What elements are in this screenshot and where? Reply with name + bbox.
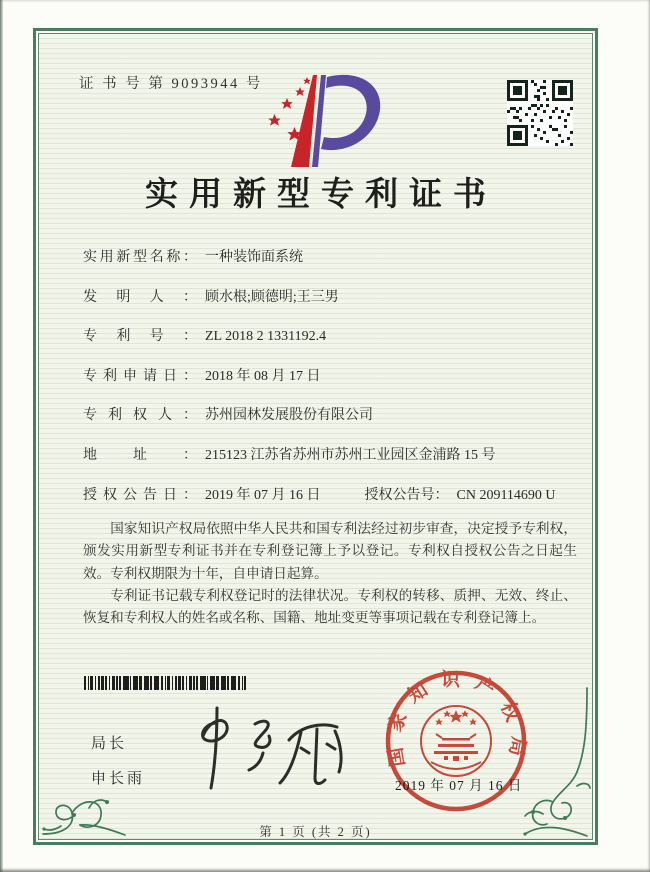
grant-notice-paragraph: 国家知识产权局依照中华人民共和国专利法经过初步审查，决定授予专利权，颁发实用新型专利证书并在专利登记簿上予以登记。专利权自授权公告之日起生效。专利权期限为十年，自申请日起算。 [83,521,577,581]
director-title: 局长 [91,736,128,752]
field-label: 专利权人： [83,408,197,424]
seal-date: 2019 年 07 月 16 日 [395,778,523,793]
field-value: 215123 江苏省苏州市苏州工业园区金浦路 15 号 [205,447,496,463]
certificate-title: 实用新型专利证书 [145,177,497,213]
certificate-number: 证 书 号 第 9093944 号 [79,76,263,92]
field-value: ZL 2018 2 1331192.4 [205,329,327,345]
director-name: 申长雨 [91,771,146,787]
field-value: 2018 年 08 月 17 日 [205,368,321,384]
page-indicator: 第 1 页 (共 2 页) [259,825,372,839]
field-row-name [83,248,583,268]
field-value: 2019 年 07 月 16 日 [205,487,321,503]
barcode-icon [84,676,246,690]
handwritten-signature-icon [189,698,349,802]
field-row-address [83,446,583,466]
legal-status-paragraph: 专利证书记载专利权登记时的法律状况。专利权的转移、质押、无效、终止、恢复和专利权人的姓名或名称、国籍、地址变更等事项记载在专利登记簿上。 [83,587,577,626]
qr-code-icon [507,80,573,146]
field-value: 苏州园林发展股份有限公司 [205,408,373,424]
scan-edge-shadow [0,0,3,872]
field-label: 地址： [83,447,197,463]
field-label: 实用新型名称： [83,250,197,265]
field-value-grant-no: CN 209114690 U [456,487,556,503]
field-label-grant-no: 授权公告号： [364,487,449,503]
field-row-grant-date [83,486,583,506]
legal-text [83,518,577,629]
field-row-patentee [83,406,583,426]
field-label: 专利号： [83,329,197,345]
certificate-border-frame [33,28,598,845]
field-label: 发明人： [83,289,197,305]
national-emblem-seal-icon [381,666,531,816]
field-label: 授权公告日： [83,487,197,503]
certificate-fields [83,248,583,525]
seal-text: 国家知识产权局 [383,669,529,771]
field-value: 顾水根;顾德明;王三男 [205,289,339,305]
official-seal [381,666,531,816]
field-row-filing-date [83,367,583,387]
field-label: 专利申请日： [83,368,197,384]
corner-ornament-left-icon [41,774,127,838]
guilloche-background [38,33,593,840]
field-row-inventor [83,288,583,308]
field-value: 一种装饰面系统 [205,250,303,265]
patent-office-logo-icon [251,68,409,176]
field-row-patent-no [83,327,583,347]
